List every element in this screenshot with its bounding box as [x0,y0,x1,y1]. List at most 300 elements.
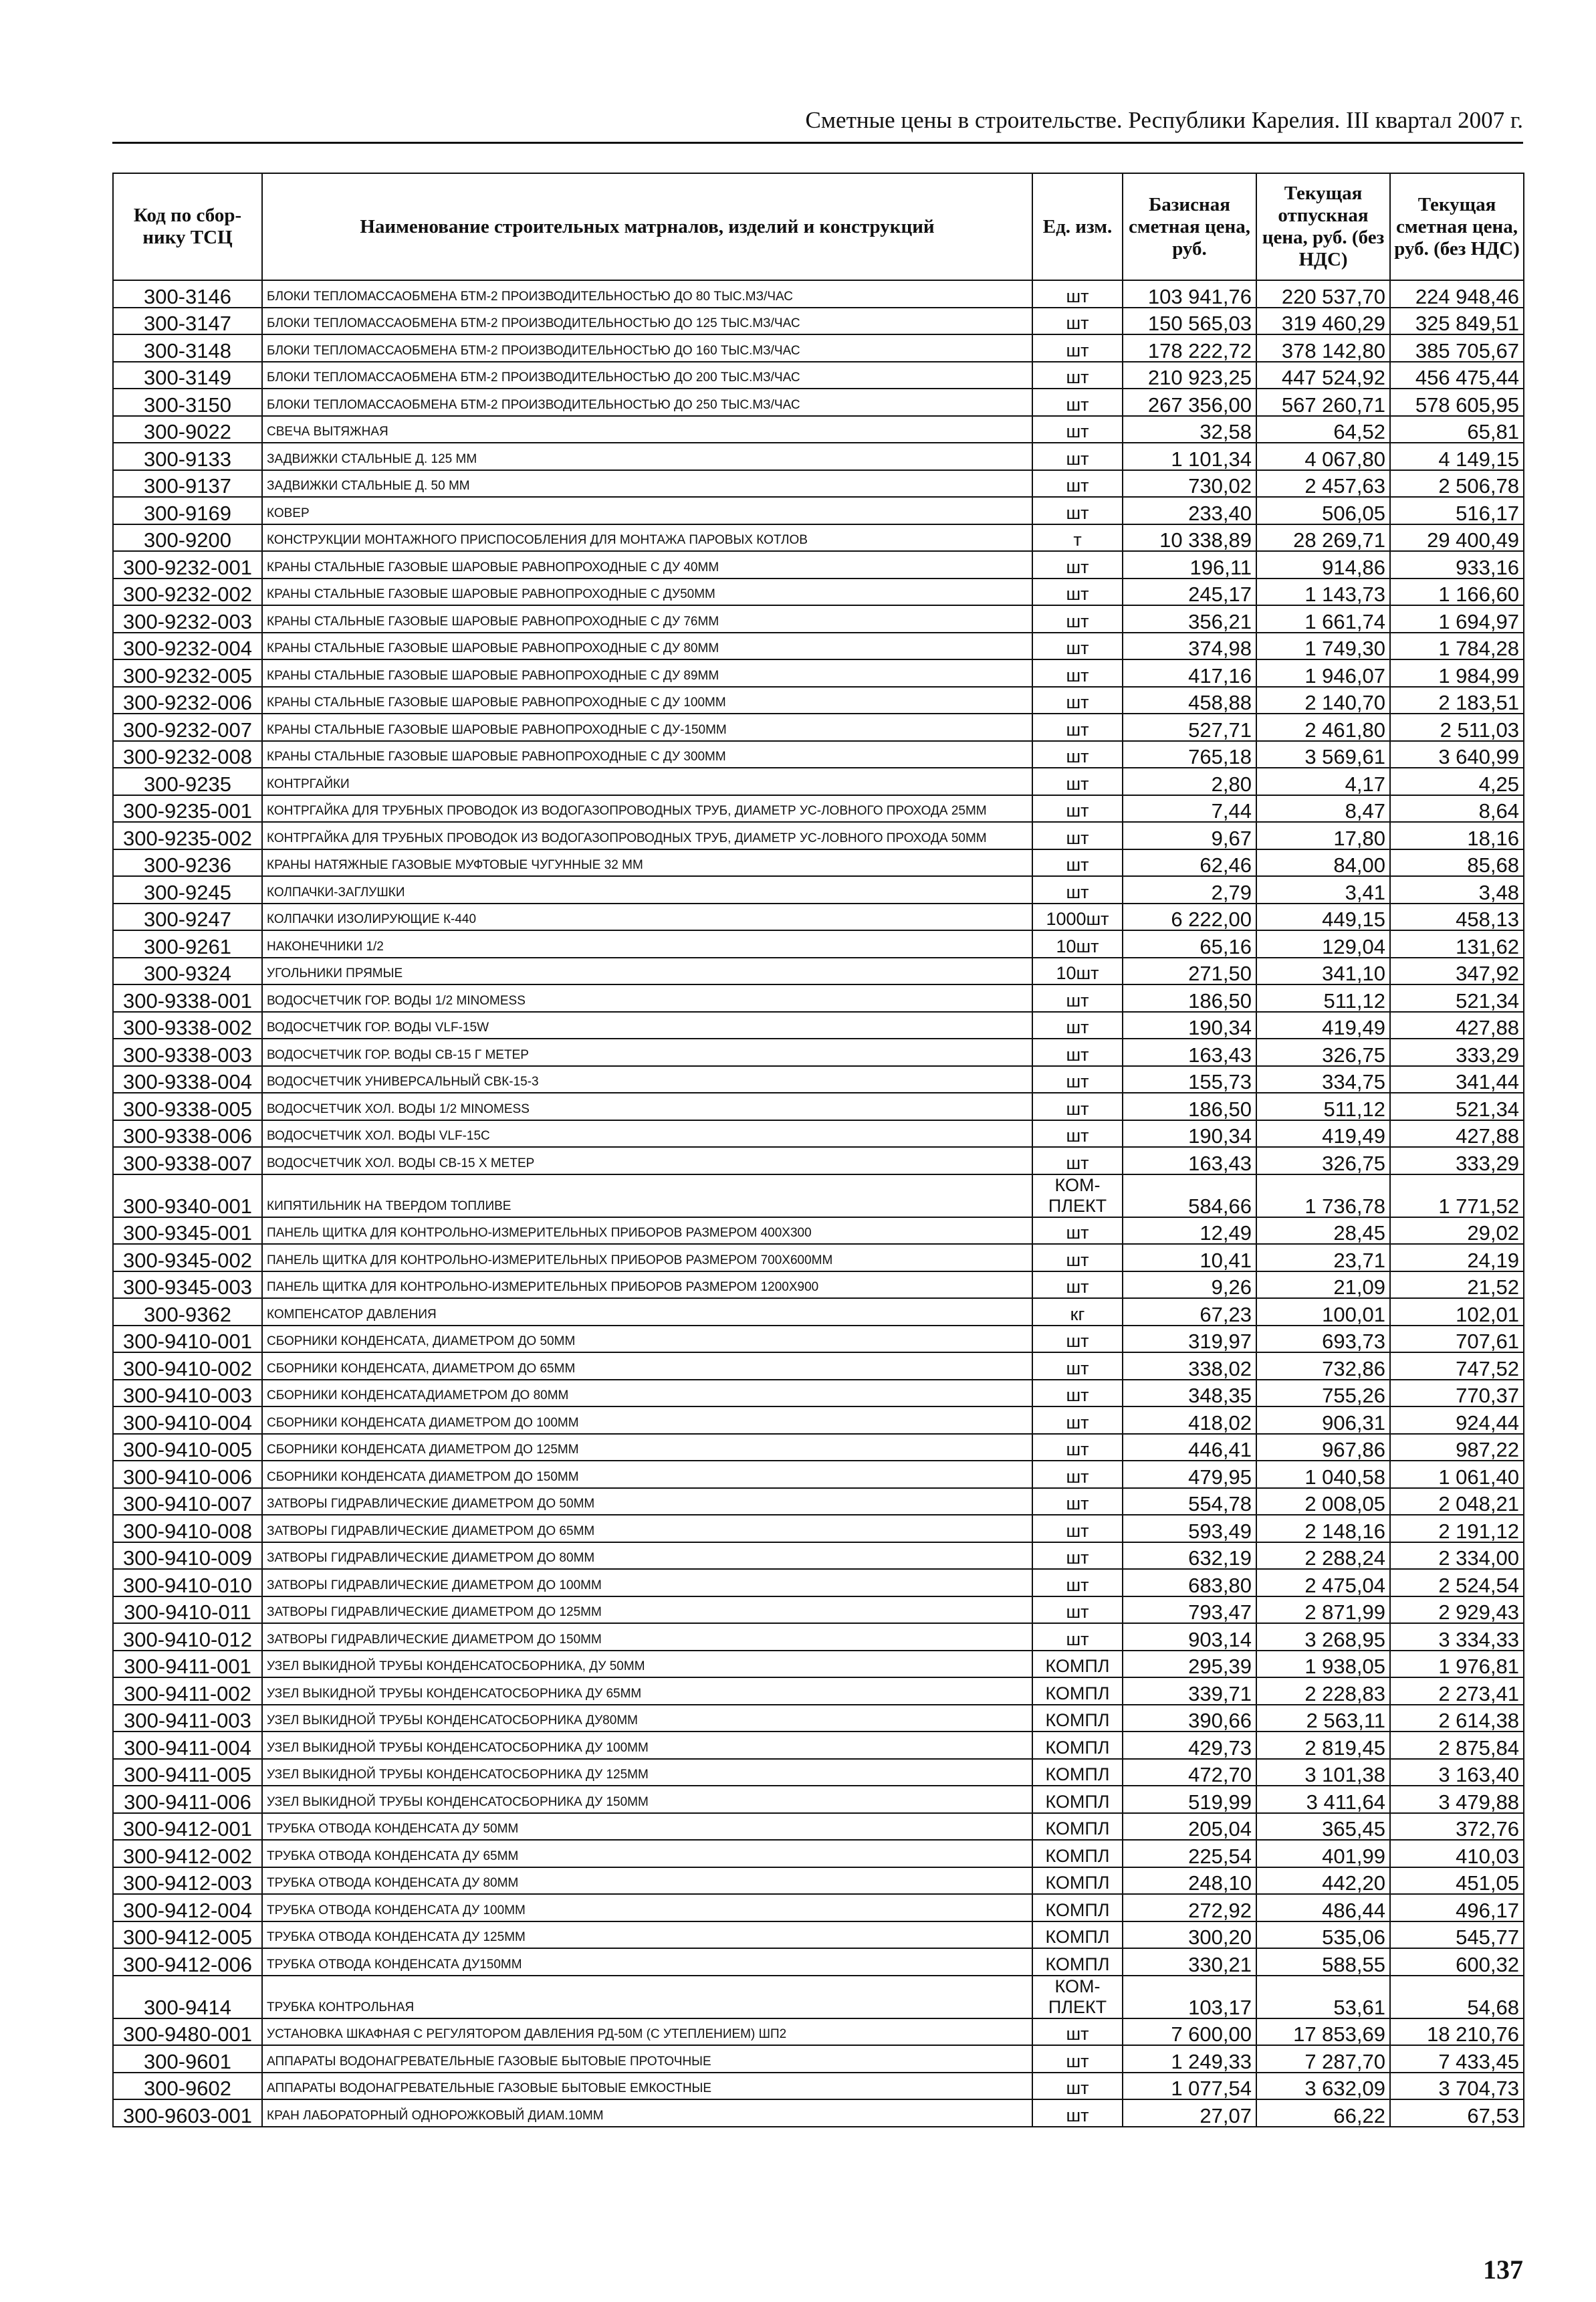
unit-cell: КОМПЛ [1032,1894,1123,1921]
current-estimate-price-cell: 3,48 [1390,876,1524,904]
current-release-price-cell: 3 569,61 [1256,741,1390,768]
table-row [113,1461,1524,1488]
current-release-price-cell: 1 946,07 [1256,659,1390,687]
unit-cell: шт [1032,1434,1123,1461]
item-code-cell: 300-9410-003 [113,1380,262,1407]
price-table [112,173,1524,2127]
unit-cell: шт [1032,389,1123,416]
unit-cell: КОМПЛ [1032,1840,1123,1867]
item-code-cell: 300-9338-004 [113,1066,262,1093]
table-row [113,579,1524,606]
current-estimate-price-cell: 3 479,88 [1390,1786,1524,1813]
unit-cell: кг [1032,1298,1123,1326]
item-name-cell: СБОРНИКИ КОНДЕНСАТА, ДИАМЕТРОМ ДО 50ММ [262,1326,1032,1353]
item-code-cell: 300-9338-001 [113,984,262,1012]
item-code-cell: 300-9411-001 [113,1651,262,1678]
current-estimate-price-cell: 3 640,99 [1390,741,1524,768]
current-estimate-price-cell: 496,17 [1390,1894,1524,1921]
current-release-price-cell: 588,55 [1256,1948,1390,1976]
base-price-cell: 9,26 [1123,1271,1256,1299]
item-name-cell: СВЕЧА ВЫТЯЖНАЯ [262,416,1032,443]
item-code-cell: 300-9410-005 [113,1434,262,1461]
base-price-cell: 271,50 [1123,958,1256,985]
current-estimate-price-cell: 372,76 [1390,1813,1524,1841]
item-code-cell: 300-9410-011 [113,1596,262,1624]
item-code-cell: 300-9411-005 [113,1759,262,1786]
current-release-price-cell: 1 143,73 [1256,579,1390,606]
unit-cell: КОМПЛ [1032,1759,1123,1786]
unit-cell: шт [1032,1120,1123,1148]
item-name-cell: УЗЕЛ ВЫКИДНОЙ ТРУБЫ КОНДЕНСАТОСБОРНИКА ДУ80ММ [262,1705,1032,1732]
item-code-cell: 300-9412-006 [113,1948,262,1976]
base-price-cell: 417,16 [1123,659,1256,687]
current-estimate-price-cell: 224 948,46 [1390,280,1524,308]
unit-cell: шт [1032,1326,1123,1353]
column-header-name: Наименование строительных матрналов, изделий и конструкций [262,173,1032,280]
column-header-current-release-price: Текущая отпускная цена, руб. (без НДС) [1256,173,1390,280]
current-release-price-cell: 2 457,63 [1256,470,1390,498]
current-release-price-cell: 4 067,80 [1256,443,1390,470]
current-estimate-price-cell: 427,88 [1390,1120,1524,1148]
item-code-cell: 300-9602 [113,2073,262,2100]
column-header-unit: Ед. изм. [1032,173,1123,280]
table-row [113,1093,1524,1120]
item-name-cell: БЛОКИ ТЕПЛОМАССАОБМЕНА БТМ-2 ПРОИЗВОДИТЕЛЬНОСТЬЮ ДО 80 ТЫС.МЗ/ЧАС [262,280,1032,308]
current-release-price-cell: 2 461,80 [1256,714,1390,741]
current-release-price-cell: 914,86 [1256,551,1390,579]
table-row [113,1488,1524,1515]
item-name-cell: ВОДОСЧЕТЧИК ГОР. ВОДЫ VLF-15W [262,1012,1032,1039]
item-name-cell: КОМПЕНСАТОР ДАВЛЕНИЯ [262,1298,1032,1326]
item-name-cell: КРАНЫ СТАЛЬНЫЕ ГАЗОВЫЕ ШАРОВЫЕ РАВНОПРОХОДНЫЕ С ДУ 100ММ [262,687,1032,714]
item-code-cell: 300-9345-003 [113,1271,262,1299]
item-name-cell: ЗАТВОРЫ ГИДРАВЛИЧЕСКИЕ ДИАМЕТРОМ ДО 125ММ [262,1596,1032,1624]
item-code-cell: 300-9338-006 [113,1120,262,1148]
item-name-cell: ТРУБКА КОНТРОЛЬНАЯ [262,1976,1032,2018]
item-name-cell: ЗАТВОРЫ ГИДРАВЛИЧЕСКИЕ ДИАМЕТРОМ ДО 150ММ [262,1623,1032,1651]
base-price-cell: 7 600,00 [1123,2018,1256,2046]
current-estimate-price-cell: 8,64 [1390,795,1524,823]
table-row [113,1677,1524,1705]
item-code-cell: 300-9235 [113,768,262,795]
table-row [113,1813,1524,1841]
item-code-cell: 300-9232-004 [113,633,262,660]
base-price-cell: 584,66 [1123,1174,1256,1217]
unit-cell: 10шт [1032,930,1123,958]
unit-cell: КОМПЛ [1032,1705,1123,1732]
table-row [113,1147,1524,1174]
item-name-cell: КРАН ЛАБОРАТОРНЫЙ ОДНОРОЖКОВЫЙ ДИАМ.10ММ [262,2099,1032,2127]
current-estimate-price-cell: 65,81 [1390,416,1524,443]
current-estimate-price-cell: 516,17 [1390,497,1524,524]
item-name-cell: КРАНЫ СТАЛЬНЫЕ ГАЗОВЫЕ ШАРОВЫЕ РАВНОПРОХОДНЫЕ С ДУ 300ММ [262,741,1032,768]
base-price-cell: 429,73 [1123,1732,1256,1759]
item-name-cell: ТРУБКА ОТВОДА КОНДЕНСАТА ДУ150ММ [262,1948,1032,1976]
current-estimate-price-cell: 451,05 [1390,1867,1524,1895]
current-estimate-price-cell: 347,92 [1390,958,1524,985]
current-estimate-price-cell: 987,22 [1390,1434,1524,1461]
item-name-cell: СБОРНИКИ КОНДЕНСАТА ДИАМЕТРОМ ДО 100ММ [262,1406,1032,1434]
base-price-cell: 2,79 [1123,876,1256,904]
current-estimate-price-cell: 85,68 [1390,849,1524,877]
base-price-cell: 338,02 [1123,1352,1256,1380]
current-release-price-cell: 2 140,70 [1256,687,1390,714]
current-release-price-cell: 2 475,04 [1256,1569,1390,1596]
table-row [113,1326,1524,1353]
table-row [113,1542,1524,1570]
table-row [113,958,1524,985]
current-estimate-price-cell: 545,77 [1390,1921,1524,1949]
base-price-cell: 593,49 [1123,1515,1256,1542]
current-estimate-price-cell: 54,68 [1390,1976,1524,2018]
unit-cell: т [1032,524,1123,552]
item-name-cell: КРАНЫ СТАЛЬНЫЕ ГАЗОВЫЕ ШАРОВЫЕ РАВНОПРОХОДНЫЕ С ДУ-150ММ [262,714,1032,741]
table-row [113,741,1524,768]
item-name-cell: УЗЕЛ ВЫКИДНОЙ ТРУБЫ КОНДЕНСАТОСБОРНИКА ДУ 125ММ [262,1759,1032,1786]
current-release-price-cell: 84,00 [1256,849,1390,877]
unit-cell: КОМПЛ [1032,1948,1123,1976]
unit-cell: шт [1032,1244,1123,1271]
table-row [113,2018,1524,2046]
unit-cell: шт [1032,1596,1123,1624]
current-release-price-cell: 2 563,11 [1256,1705,1390,1732]
item-name-cell: КРАНЫ СТАЛЬНЫЕ ГАЗОВЫЕ ШАРОВЫЕ РАВНОПРОХОДНЫЕ С ДУ50ММ [262,579,1032,606]
base-price-cell: 1 249,33 [1123,2045,1256,2073]
item-code-cell: 300-9603-001 [113,2099,262,2127]
column-header-code: Код по сбор-нику ТСЦ [113,173,262,280]
unit-cell: шт [1032,822,1123,849]
item-name-cell: ТРУБКА ОТВОДА КОНДЕНСАТА ДУ 65ММ [262,1840,1032,1867]
current-release-price-cell: 1 938,05 [1256,1651,1390,1678]
item-code-cell: 300-9324 [113,958,262,985]
item-name-cell: ПАНЕЛЬ ЩИТКА ДЛЯ КОНТРОЛЬНО-ИЗМЕРИТЕЛЬНЫХ ПРИБОРОВ РАЗМЕРОМ 1200Х900 [262,1271,1032,1299]
table-row [113,1623,1524,1651]
unit-cell: шт [1032,795,1123,823]
item-code-cell: 300-9340-001 [113,1174,262,1217]
current-release-price-cell: 1 040,58 [1256,1461,1390,1488]
current-estimate-price-cell: 102,01 [1390,1298,1524,1326]
item-name-cell: ВОДОСЧЕТЧИК ГОР. ВОДЫ 1/2 MINOMESS [262,984,1032,1012]
current-estimate-price-cell: 67,53 [1390,2099,1524,2127]
item-code-cell: 300-9232-007 [113,714,262,741]
item-code-cell: 300-9410-004 [113,1406,262,1434]
base-price-cell: 186,50 [1123,984,1256,1012]
item-name-cell: КОНТРГАЙКИ [262,768,1032,795]
item-code-cell: 300-9235-002 [113,822,262,849]
current-estimate-price-cell: 933,16 [1390,551,1524,579]
table-row [113,362,1524,389]
base-price-cell: 103,17 [1123,1976,1256,2018]
current-estimate-price-cell: 24,19 [1390,1244,1524,1271]
item-code-cell: 300-9345-002 [113,1244,262,1271]
current-release-price-cell: 2 871,99 [1256,1596,1390,1624]
current-release-price-cell: 732,86 [1256,1352,1390,1380]
base-price-cell: 10 338,89 [1123,524,1256,552]
current-release-price-cell: 449,15 [1256,904,1390,931]
table-row [113,849,1524,877]
table-row [113,524,1524,552]
item-name-cell: КРАНЫ НАТЯЖНЫЕ ГАЗОВЫЕ МУФТОВЫЕ ЧУГУННЫЕ 32 ММ [262,849,1032,877]
unit-cell: шт [1032,1012,1123,1039]
table-row [113,1298,1524,1326]
header-row [113,173,1524,280]
current-release-price-cell: 3,41 [1256,876,1390,904]
current-release-price-cell: 2 288,24 [1256,1542,1390,1570]
current-release-price-cell: 2 819,45 [1256,1732,1390,1759]
unit-cell: шт [1032,1461,1123,1488]
item-name-cell: КОНТРГАЙКА ДЛЯ ТРУБНЫХ ПРОВОДОК ИЗ ВОДОГАЗОПРОВОДНЫХ ТРУБ, ДИАМЕТР УС-ЛОВНОГО ПРОХОДА 25ММ [262,795,1032,823]
unit-cell: шт [1032,2045,1123,2073]
item-name-cell: КРАНЫ СТАЛЬНЫЕ ГАЗОВЫЕ ШАРОВЫЕ РАВНОПРОХОДНЫЕ С ДУ 40ММ [262,551,1032,579]
item-code-cell: 300-3149 [113,362,262,389]
item-name-cell: УЗЕЛ ВЫКИДНОЙ ТРУБЫ КОНДЕНСАТОСБОРНИКА, ДУ 50ММ [262,1651,1032,1678]
base-price-cell: 554,78 [1123,1488,1256,1515]
base-price-cell: 163,43 [1123,1147,1256,1174]
item-code-cell: 300-9412-002 [113,1840,262,1867]
table-row [113,1406,1524,1434]
table-row [113,1759,1524,1786]
table-row [113,416,1524,443]
table-row [113,687,1524,714]
item-code-cell: 300-9411-004 [113,1732,262,1759]
current-release-price-cell: 2 008,05 [1256,1488,1390,1515]
current-release-price-cell: 326,75 [1256,1147,1390,1174]
item-name-cell: КРАНЫ СТАЛЬНЫЕ ГАЗОВЫЕ ШАРОВЫЕ РАВНОПРОХОДНЫЕ С ДУ 89ММ [262,659,1032,687]
unit-cell: шт [1032,1147,1123,1174]
current-release-price-cell: 28 269,71 [1256,524,1390,552]
unit-cell: шт [1032,416,1123,443]
current-estimate-price-cell: 2 614,38 [1390,1705,1524,1732]
unit-cell: шт [1032,497,1123,524]
table-row [113,1174,1524,1217]
unit-cell: шт [1032,362,1123,389]
unit-cell: КОМПЛ [1032,1651,1123,1678]
item-name-cell: БЛОКИ ТЕПЛОМАССАОБМЕНА БТМ-2 ПРОИЗВОДИТЕЛЬНОСТЬЮ ДО 125 ТЫС.МЗ/ЧАС [262,308,1032,335]
unit-cell: шт [1032,659,1123,687]
item-name-cell: УЗЕЛ ВЫКИДНОЙ ТРУБЫ КОНДЕНСАТОСБОРНИКА ДУ 65ММ [262,1677,1032,1705]
base-price-cell: 12,49 [1123,1217,1256,1245]
item-name-cell: КОНТРГАЙКА ДЛЯ ТРУБНЫХ ПРОВОДОК ИЗ ВОДОГАЗОПРОВОДНЫХ ТРУБ, ДИАМЕТР УС-ЛОВНОГО ПРОХОДА 50ММ [262,822,1032,849]
item-code-cell: 300-9245 [113,876,262,904]
table-row [113,633,1524,660]
item-name-cell: ПАНЕЛЬ ЩИТКА ДЛЯ КОНТРОЛЬНО-ИЗМЕРИТЕЛЬНЫХ ПРИБОРОВ РАЗМЕРОМ 400Х300 [262,1217,1032,1245]
current-estimate-price-cell: 427,88 [1390,1012,1524,1039]
current-release-price-cell: 365,45 [1256,1813,1390,1841]
item-code-cell: 300-9410-002 [113,1352,262,1380]
base-price-cell: 196,11 [1123,551,1256,579]
current-estimate-price-cell: 333,29 [1390,1039,1524,1066]
current-release-price-cell: 100,01 [1256,1298,1390,1326]
item-code-cell: 300-9412-004 [113,1894,262,1921]
unit-cell: шт [1032,984,1123,1012]
unit-cell: шт [1032,1352,1123,1380]
base-price-cell: 519,99 [1123,1786,1256,1813]
item-name-cell: УЗЕЛ ВЫКИДНОЙ ТРУБЫ КОНДЕНСАТОСБОРНИКА ДУ 100ММ [262,1732,1032,1759]
base-price-cell: 295,39 [1123,1651,1256,1678]
unit-cell: шт [1032,1217,1123,1245]
table-row [113,822,1524,849]
unit-cell: КОМ-ПЛЕКТ [1032,1976,1123,2018]
item-name-cell: ЗАДВИЖКИ СТАЛЬНЫЕ Д. 50 ММ [262,470,1032,498]
base-price-cell: 155,73 [1123,1066,1256,1093]
unit-cell: шт [1032,280,1123,308]
item-name-cell: БЛОКИ ТЕПЛОМАССАОБМЕНА БТМ-2 ПРОИЗВОДИТЕЛЬНОСТЬЮ ДО 250 ТЫС.МЗ/ЧАС [262,389,1032,416]
base-price-cell: 150 565,03 [1123,308,1256,335]
current-release-price-cell: 23,71 [1256,1244,1390,1271]
current-estimate-price-cell: 2 273,41 [1390,1677,1524,1705]
base-price-cell: 190,34 [1123,1120,1256,1148]
current-estimate-price-cell: 521,34 [1390,984,1524,1012]
unit-cell: 10шт [1032,958,1123,985]
base-price-cell: 683,80 [1123,1569,1256,1596]
unit-cell: шт [1032,1542,1123,1570]
base-price-cell: 356,21 [1123,605,1256,633]
current-estimate-price-cell: 924,44 [1390,1406,1524,1434]
table-row [113,1786,1524,1813]
table-row [113,1596,1524,1624]
table-row [113,1867,1524,1895]
table-row [113,1012,1524,1039]
unit-cell: КОМПЛ [1032,1813,1123,1841]
item-name-cell: ЗАТВОРЫ ГИДРАВЛИЧЕСКИЕ ДИАМЕТРОМ ДО 80ММ [262,1542,1032,1570]
current-estimate-price-cell: 333,29 [1390,1147,1524,1174]
item-code-cell: 300-9410-001 [113,1326,262,1353]
item-code-cell: 300-3146 [113,280,262,308]
current-release-price-cell: 341,10 [1256,958,1390,985]
current-release-price-cell: 1 736,78 [1256,1174,1390,1217]
current-estimate-price-cell: 600,32 [1390,1948,1524,1976]
unit-cell: 1000шт [1032,904,1123,931]
item-name-cell: ВОДОСЧЕТЧИК ХОЛ. ВОДЫ VLF-15C [262,1120,1032,1148]
base-price-cell: 527,71 [1123,714,1256,741]
current-release-price-cell: 64,52 [1256,416,1390,443]
table-row [113,876,1524,904]
item-name-cell: ЗАТВОРЫ ГИДРАВЛИЧЕСКИЕ ДИАМЕТРОМ ДО 100ММ [262,1569,1032,1596]
item-code-cell: 300-9412-001 [113,1813,262,1841]
unit-cell: шт [1032,2018,1123,2046]
item-code-cell: 300-3147 [113,308,262,335]
page-header-title: Сметные цены в строительстве. Республики Карелия. III квартал 2007 г. [805,107,1523,133]
unit-cell: шт [1032,1093,1123,1120]
header-divider [112,142,1523,144]
current-estimate-price-cell: 4 149,15 [1390,443,1524,470]
unit-cell: шт [1032,633,1123,660]
item-code-cell: 300-9236 [113,849,262,877]
current-estimate-price-cell: 410,03 [1390,1840,1524,1867]
base-price-cell: 765,18 [1123,741,1256,768]
current-estimate-price-cell: 707,61 [1390,1326,1524,1353]
current-estimate-price-cell: 29 400,49 [1390,524,1524,552]
current-estimate-price-cell: 29,02 [1390,1217,1524,1245]
item-code-cell: 300-9411-003 [113,1705,262,1732]
item-code-cell: 300-9410-010 [113,1569,262,1596]
item-name-cell: ВОДОСЧЕТЧИК ХОЛ. ВОДЫ СВ-15 Х МЕТЕР [262,1147,1032,1174]
unit-cell: шт [1032,579,1123,606]
item-code-cell: 300-9410-009 [113,1542,262,1570]
table-row [113,1217,1524,1245]
column-header-base-price: Базисная сметная цена, руб. [1123,173,1256,280]
base-price-cell: 32,58 [1123,416,1256,443]
price-table-header [113,173,1524,280]
item-code-cell: 300-9200 [113,524,262,552]
current-release-price-cell: 21,09 [1256,1271,1390,1299]
item-name-cell: ТРУБКА ОТВОДА КОНДЕНСАТА ДУ 50ММ [262,1813,1032,1841]
current-estimate-price-cell: 21,52 [1390,1271,1524,1299]
current-release-price-cell: 535,06 [1256,1921,1390,1949]
unit-cell: шт [1032,687,1123,714]
table-row [113,1976,1524,2018]
item-name-cell: КОЛПАЧКИ ИЗОЛИРУЮЩИЕ К-440 [262,904,1032,931]
item-code-cell: 300-9414 [113,1976,262,2018]
current-release-price-cell: 967,86 [1256,1434,1390,1461]
current-estimate-price-cell: 2 506,78 [1390,470,1524,498]
base-price-cell: 793,47 [1123,1596,1256,1624]
current-release-price-cell: 17,80 [1256,822,1390,849]
current-estimate-price-cell: 18 210,76 [1390,2018,1524,2046]
base-price-cell: 1 101,34 [1123,443,1256,470]
item-name-cell: ЗАДВИЖКИ СТАЛЬНЫЕ Д. 125 ММ [262,443,1032,470]
item-name-cell: СБОРНИКИ КОНДЕНСАТАДИАМЕТРОМ ДО 80ММ [262,1380,1032,1407]
item-code-cell: 300-3148 [113,334,262,362]
current-release-price-cell: 906,31 [1256,1406,1390,1434]
item-code-cell: 300-9232-002 [113,579,262,606]
current-release-price-cell: 3 268,95 [1256,1623,1390,1651]
table-row [113,470,1524,498]
item-code-cell: 300-9338-007 [113,1147,262,1174]
column-header-current-estimate-price: Текущая сметная цена, руб. (без НДС) [1390,173,1524,280]
unit-cell: КОМПЛ [1032,1786,1123,1813]
current-release-price-cell: 334,75 [1256,1066,1390,1093]
table-row [113,1515,1524,1542]
current-estimate-price-cell: 4,25 [1390,768,1524,795]
current-estimate-price-cell: 2 524,54 [1390,1569,1524,1596]
table-row [113,1120,1524,1148]
current-estimate-price-cell: 458,13 [1390,904,1524,931]
item-name-cell: БЛОКИ ТЕПЛОМАССАОБМЕНА БТМ-2 ПРОИЗВОДИТЕЛЬНОСТЬЮ ДО 160 ТЫС.МЗ/ЧАС [262,334,1032,362]
unit-cell: шт [1032,1406,1123,1434]
current-release-price-cell: 53,61 [1256,1976,1390,2018]
item-code-cell: 300-9410-008 [113,1515,262,1542]
current-estimate-price-cell: 1 976,81 [1390,1651,1524,1678]
unit-cell: КОМПЛ [1032,1921,1123,1949]
base-price-cell: 479,95 [1123,1461,1256,1488]
current-estimate-price-cell: 1 771,52 [1390,1174,1524,1217]
unit-cell: КОМ-ПЛЕКТ [1032,1174,1123,1217]
base-price-cell: 65,16 [1123,930,1256,958]
item-code-cell: 300-9338-003 [113,1039,262,1066]
current-estimate-price-cell: 1 166,60 [1390,579,1524,606]
table-row [113,2073,1524,2100]
table-row [113,334,1524,362]
table-row [113,1705,1524,1732]
table-row [113,904,1524,931]
current-release-price-cell: 28,45 [1256,1217,1390,1245]
table-row [113,1732,1524,1759]
current-estimate-price-cell: 2 929,43 [1390,1596,1524,1624]
current-release-price-cell: 3 101,38 [1256,1759,1390,1786]
base-price-cell: 186,50 [1123,1093,1256,1120]
base-price-cell: 62,46 [1123,849,1256,877]
unit-cell: шт [1032,1039,1123,1066]
item-name-cell: ТРУБКА ОТВОДА КОНДЕНСАТА ДУ 80ММ [262,1867,1032,1895]
base-price-cell: 330,21 [1123,1948,1256,1976]
current-release-price-cell: 506,05 [1256,497,1390,524]
base-price-cell: 2,80 [1123,768,1256,795]
current-release-price-cell: 447 524,92 [1256,362,1390,389]
item-name-cell: ПАНЕЛЬ ЩИТКА ДЛЯ КОНТРОЛЬНО-ИЗМЕРИТЕЛЬНЫХ ПРИБОРОВ РАЗМЕРОМ 700Х600ММ [262,1244,1032,1271]
item-code-cell: 300-9410-006 [113,1461,262,1488]
current-estimate-price-cell: 385 705,67 [1390,334,1524,362]
